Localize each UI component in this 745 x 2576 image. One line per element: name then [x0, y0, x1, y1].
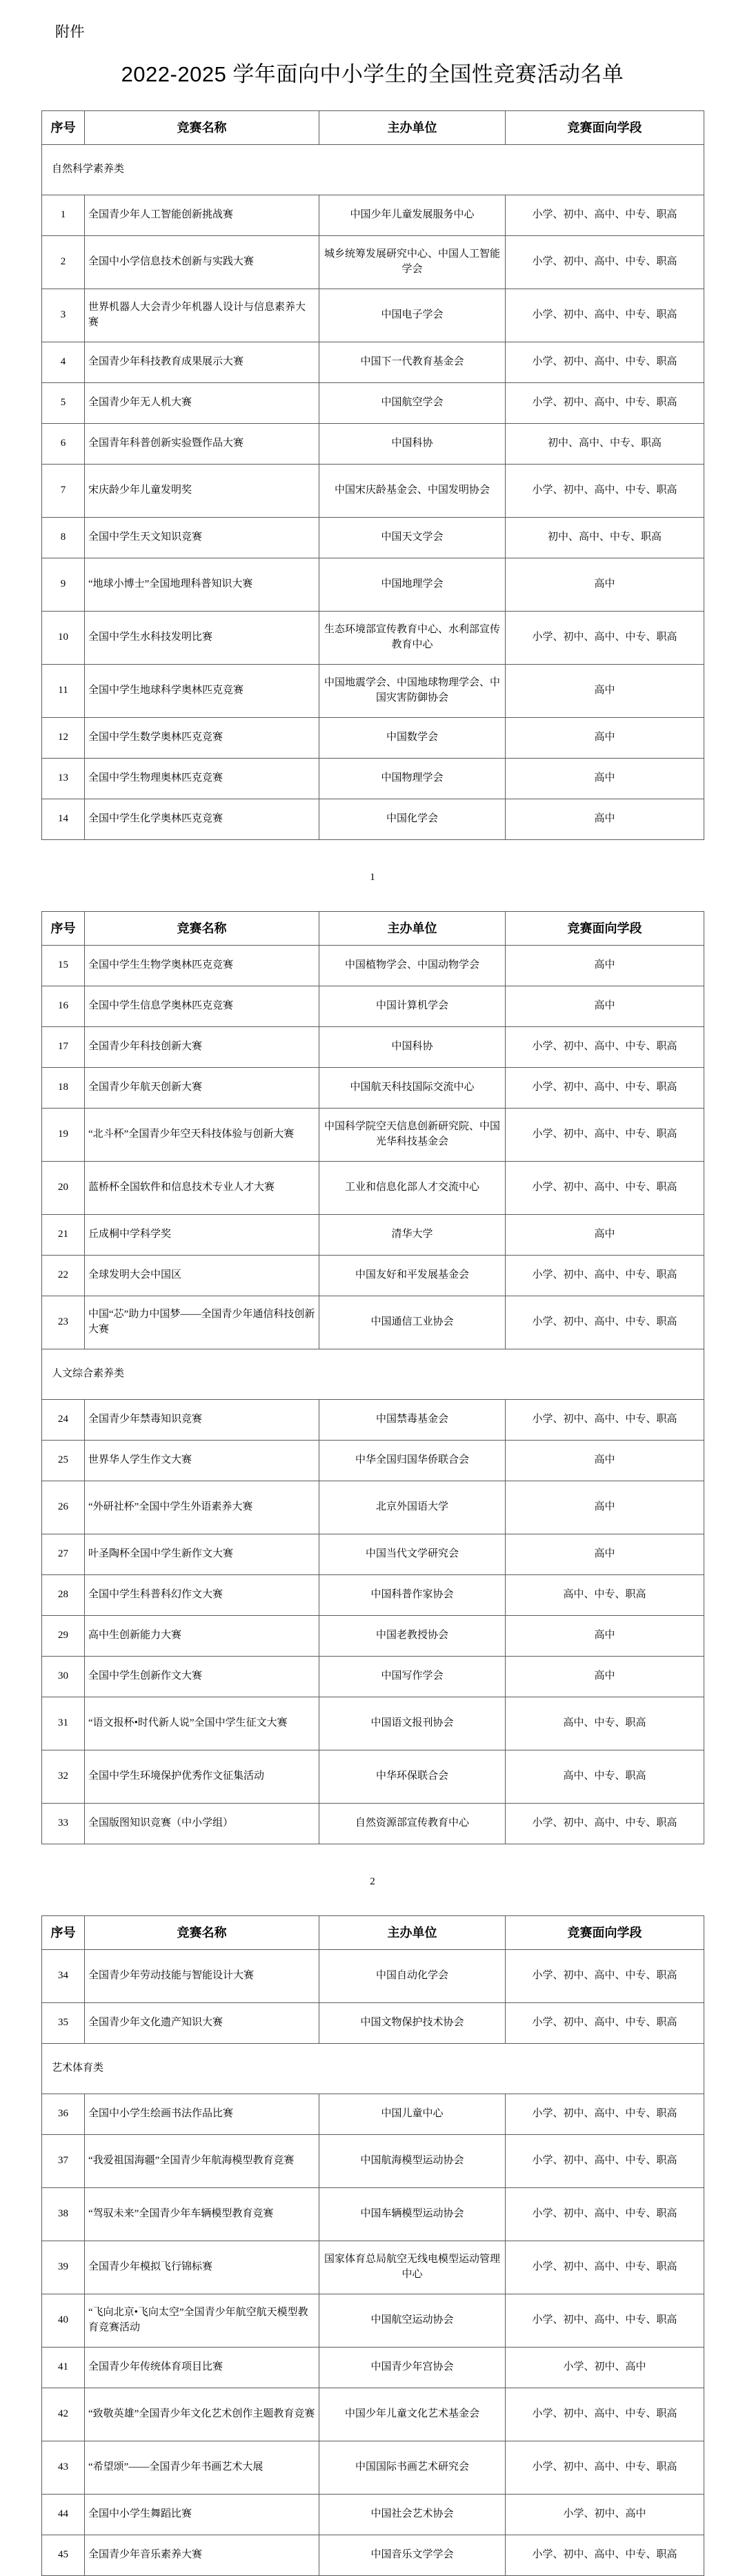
table-row [42, 611, 704, 664]
row-index: 19 [42, 1108, 85, 1161]
table-row [42, 1161, 704, 1214]
row-organizer: 中国下一代教育基金会 [319, 342, 506, 382]
table-row [42, 1296, 704, 1349]
row-index: 1 [42, 195, 85, 235]
row-index: 29 [42, 1615, 85, 1656]
category-label: 人文综合素养类 [42, 1349, 704, 1399]
row-stage: 高中 [506, 1481, 704, 1534]
row-stage: 小学、初中、高中、中专、职高 [506, 2241, 704, 2294]
row-stage: 小学、初中、高中、中专、职高 [506, 235, 704, 289]
row-organizer: 工业和信息化部人才交流中心 [319, 1161, 506, 1214]
table-row [42, 717, 704, 758]
row-name: 全球发明大会中国区 [85, 1255, 319, 1296]
column-header-index: 序号 [42, 911, 85, 945]
row-stage: 初中、高中、中专、职高 [506, 423, 704, 464]
row-name: 宋庆龄少年儿童发明奖 [85, 464, 319, 517]
row-index: 35 [42, 2002, 85, 2043]
row-stage: 小学、初中、高中 [506, 2347, 704, 2388]
row-name: 全国青少年劳动技能与智能设计大赛 [85, 1949, 319, 2002]
row-index: 14 [42, 799, 85, 839]
row-stage: 小学、初中、高中、中专、职高 [506, 2441, 704, 2494]
table-row [42, 1026, 704, 1067]
table-row [42, 1255, 704, 1296]
table-row [42, 2002, 704, 2043]
row-organizer: 中国地震学会、中国地球物理学会、中国灾害防御协会 [319, 664, 506, 717]
row-stage: 小学、初中、高中、中专、职高 [506, 1108, 704, 1161]
row-name: 全国中学生地球科学奥林匹克竞赛 [85, 664, 319, 717]
row-stage: 小学、初中、高中、中专、职高 [506, 2187, 704, 2241]
row-name: 全国中学生信息学奥林匹克竞赛 [85, 986, 319, 1026]
row-stage: 高中 [506, 717, 704, 758]
row-name: 全国青少年模拟飞行锦标赛 [85, 2241, 319, 2294]
row-stage: 小学、初中、高中、中专、职高 [506, 1067, 704, 1108]
row-name: 全国青少年人工智能创新挑战赛 [85, 195, 319, 235]
table-row [42, 2134, 704, 2187]
row-index: 25 [42, 1440, 85, 1481]
row-organizer: 中国科学院空天信息创新研究院、中国光华科技基金会 [319, 1108, 506, 1161]
row-stage: 小学、初中、高中 [506, 2494, 704, 2535]
table-row [42, 986, 704, 1026]
column-header-name: 竞赛名称 [85, 1915, 319, 1949]
row-index: 5 [42, 382, 85, 423]
row-index: 23 [42, 1296, 85, 1349]
row-name: “驾驭未来”全国青少年车辆模型教育竞赛 [85, 2187, 319, 2241]
row-organizer: 中国语文报刊协会 [319, 1697, 506, 1750]
row-index: 13 [42, 758, 85, 799]
row-name: 中国“芯”助力中国梦——全国青少年通信科技创新大赛 [85, 1296, 319, 1349]
table-header-row [42, 911, 704, 945]
row-name: “希望颂”——全国青少年书画艺术大展 [85, 2441, 319, 2494]
row-organizer: 中国化学会 [319, 799, 506, 839]
row-organizer: 中国科协 [319, 423, 506, 464]
row-organizer: 中国老教授协会 [319, 1615, 506, 1656]
row-index: 44 [42, 2494, 85, 2535]
column-header-name: 竞赛名称 [85, 911, 319, 945]
table-header-row [42, 110, 704, 144]
row-index: 36 [42, 2094, 85, 2134]
table-row [42, 758, 704, 799]
row-organizer: 中国地理学会 [319, 558, 506, 611]
table-row [42, 342, 704, 382]
row-organizer: 中国航海模型运动协会 [319, 2134, 506, 2187]
row-organizer: 中国车辆模型运动协会 [319, 2187, 506, 2241]
row-organizer: 中国禁毒基金会 [319, 1399, 506, 1440]
row-index: 39 [42, 2241, 85, 2294]
row-name: 全国青少年科技创新大赛 [85, 1026, 319, 1067]
row-index: 6 [42, 423, 85, 464]
row-index: 32 [42, 1750, 85, 1803]
row-name: 全国青少年传统体育项目比赛 [85, 2347, 319, 2388]
row-stage: 小学、初中、高中、中专、职高 [506, 1296, 704, 1349]
row-stage: 小学、初中、高中、中专、职高 [506, 1399, 704, 1440]
row-organizer: 中国青少年宫协会 [319, 2347, 506, 2388]
row-stage: 初中、高中、中专、职高 [506, 517, 704, 558]
column-header-organizer: 主办单位 [319, 911, 506, 945]
row-name: 全国青少年科技教育成果展示大赛 [85, 342, 319, 382]
row-index: 45 [42, 2535, 85, 2575]
row-organizer: 中国自动化学会 [319, 1949, 506, 2002]
row-stage: 小学、初中、高中、中专、职高 [506, 342, 704, 382]
row-stage: 高中 [506, 1615, 704, 1656]
row-organizer: 中国友好和平发展基金会 [319, 1255, 506, 1296]
table-row [42, 2494, 704, 2535]
table-row [42, 2094, 704, 2134]
row-name: 全国中学生科普科幻作文大赛 [85, 1574, 319, 1615]
row-name: 全国青年科普创新实验暨作品大赛 [85, 423, 319, 464]
row-index: 16 [42, 986, 85, 1026]
table-row [42, 799, 704, 839]
row-name: 全国中学生物理奥林匹克竞赛 [85, 758, 319, 799]
row-name: 全国青少年禁毒知识竞赛 [85, 1399, 319, 1440]
row-stage: 小学、初中、高中、中专、职高 [506, 2002, 704, 2043]
table-row [42, 664, 704, 717]
row-name: 全国青少年文化遗产知识大赛 [85, 2002, 319, 2043]
row-organizer: 中国写作学会 [319, 1656, 506, 1697]
table-row [42, 2187, 704, 2241]
row-organizer: 中国植物学会、中国动物学会 [319, 945, 506, 986]
row-stage: 小学、初中、高中、中专、职高 [506, 1161, 704, 1214]
row-stage: 高中 [506, 799, 704, 839]
row-name: 全国中小学信息技术创新与实践大赛 [85, 235, 319, 289]
column-header-name: 竞赛名称 [85, 110, 319, 144]
row-name: 全国中学生天文知识竞赛 [85, 517, 319, 558]
row-stage: 小学、初中、高中、中专、职高 [506, 2094, 704, 2134]
row-organizer: 中国当代文学研究会 [319, 1534, 506, 1574]
row-organizer: 中国少年儿童文化艺术基金会 [319, 2388, 506, 2441]
row-organizer: 中国航空运动协会 [319, 2294, 506, 2347]
row-name: “飞向北京•飞向太空”全国青少年航空航天模型教育竞赛活动 [85, 2294, 319, 2347]
row-index: 24 [42, 1399, 85, 1440]
row-index: 2 [42, 235, 85, 289]
row-organizer: 中国科普作家协会 [319, 1574, 506, 1615]
column-header-organizer: 主办单位 [319, 110, 506, 144]
page-3 [0, 1915, 745, 2576]
row-stage: 高中 [506, 558, 704, 611]
category-row-arts-sports [42, 2043, 704, 2094]
row-stage: 高中 [506, 1440, 704, 1481]
table-row [42, 1399, 704, 1440]
table-row [42, 1067, 704, 1108]
table-row [42, 945, 704, 986]
row-organizer: 清华大学 [319, 1214, 506, 1255]
row-name: “我爱祖国海疆”全国青少年航海模型教育竞赛 [85, 2134, 319, 2187]
table-row [42, 289, 704, 342]
table-row [42, 235, 704, 289]
competition-table-page-2 [41, 911, 704, 1844]
column-header-stage: 竞赛面向学段 [506, 110, 704, 144]
row-stage: 小学、初中、高中、中专、职高 [506, 1255, 704, 1296]
page-number-1: 1 [370, 871, 375, 883]
row-stage: 小学、初中、高中、中专、职高 [506, 382, 704, 423]
row-name: 世界机器人大会青少年机器人设计与信息素养大赛 [85, 289, 319, 342]
row-stage: 小学、初中、高中、中专、职高 [506, 2294, 704, 2347]
row-index: 43 [42, 2441, 85, 2494]
table-row [42, 1214, 704, 1255]
row-organizer: 国家体育总局航空无线电模型运动管理中心 [319, 2241, 506, 2294]
row-name: 全国中学生生物学奥林匹克竞赛 [85, 945, 319, 986]
row-stage: 高中、中专、职高 [506, 1750, 704, 1803]
row-stage: 小学、初中、高中、中专、职高 [506, 2134, 704, 2187]
table-row [42, 2241, 704, 2294]
row-index: 17 [42, 1026, 85, 1067]
row-organizer: 中国计算机学会 [319, 986, 506, 1026]
row-index: 21 [42, 1214, 85, 1255]
row-index: 37 [42, 2134, 85, 2187]
row-stage: 小学、初中、高中、中专、职高 [506, 2388, 704, 2441]
row-organizer: 中国宋庆龄基金会、中国发明协会 [319, 464, 506, 517]
row-name: 全国中小学生绘画书法作品比赛 [85, 2094, 319, 2134]
row-index: 26 [42, 1481, 85, 1534]
table-row [42, 1108, 704, 1161]
row-index: 28 [42, 1574, 85, 1615]
column-header-stage: 竞赛面向学段 [506, 911, 704, 945]
row-name: 全国中学生创新作文大赛 [85, 1656, 319, 1697]
competition-table-page-1 [41, 110, 704, 840]
row-organizer: 中国物理学会 [319, 758, 506, 799]
row-name: “致敬英雄”全国青少年文化艺术创作主题教育竞赛 [85, 2388, 319, 2441]
row-stage: 小学、初中、高中、中专、职高 [506, 1026, 704, 1067]
column-header-organizer: 主办单位 [319, 1915, 506, 1949]
row-index: 34 [42, 1949, 85, 2002]
row-name: 世界华人学生作文大赛 [85, 1440, 319, 1481]
row-index: 3 [42, 289, 85, 342]
page-2 [0, 911, 745, 1915]
row-stage: 小学、初中、高中、中专、职高 [506, 464, 704, 517]
table-row [42, 1481, 704, 1534]
table-row [42, 517, 704, 558]
table-row [42, 1949, 704, 2002]
page-title: 2022-2025 学年面向中小学生的全国性竞赛活动名单 [121, 62, 624, 87]
row-name: 全国中学生水科技发明比赛 [85, 611, 319, 664]
row-name: 全国中学生化学奥林匹克竞赛 [85, 799, 319, 839]
table-row [42, 1656, 704, 1697]
row-organizer: 中华环保联合会 [319, 1750, 506, 1803]
row-index: 20 [42, 1161, 85, 1214]
row-name: 全国青少年无人机大赛 [85, 382, 319, 423]
table-row [42, 1574, 704, 1615]
table-row [42, 558, 704, 611]
row-index: 27 [42, 1534, 85, 1574]
row-name: 全国中学生数学奥林匹克竞赛 [85, 717, 319, 758]
row-name: 丘成桐中学科学奖 [85, 1214, 319, 1255]
row-index: 4 [42, 342, 85, 382]
column-header-index: 序号 [42, 1915, 85, 1949]
category-label: 自然科学素养类 [42, 144, 704, 195]
category-row-humanities [42, 1349, 704, 1399]
table-row [42, 2347, 704, 2388]
column-header-stage: 竞赛面向学段 [506, 1915, 704, 1949]
row-index: 7 [42, 464, 85, 517]
row-index: 42 [42, 2388, 85, 2441]
row-index: 40 [42, 2294, 85, 2347]
table-row [42, 1750, 704, 1803]
row-name: “北斗杯”全国青少年空天科技体验与创新大赛 [85, 1108, 319, 1161]
row-index: 18 [42, 1067, 85, 1108]
row-name: “语文报杯•时代新人说”全国中学生征文大赛 [85, 1697, 319, 1750]
row-name: 高中生创新能力大赛 [85, 1615, 319, 1656]
row-index: 15 [42, 945, 85, 986]
row-organizer: 中国数学会 [319, 717, 506, 758]
row-organizer: 北京外国语大学 [319, 1481, 506, 1534]
competition-table-page-3 [41, 1915, 704, 2576]
category-row-natural-science [42, 144, 704, 195]
table-row [42, 1440, 704, 1481]
row-organizer: 中国社会艺术协会 [319, 2494, 506, 2535]
table-row [42, 2535, 704, 2575]
row-name: 蓝桥杯全国软件和信息技术专业人才大赛 [85, 1161, 319, 1214]
row-index: 11 [42, 664, 85, 717]
row-index: 41 [42, 2347, 85, 2388]
row-organizer: 中国天文学会 [319, 517, 506, 558]
row-organizer: 自然资源部宣传教育中心 [319, 1803, 506, 1844]
row-organizer: 中国文物保护技术协会 [319, 2002, 506, 2043]
row-organizer: 中国国际书画艺术研究会 [319, 2441, 506, 2494]
category-label: 艺术体育类 [42, 2043, 704, 2094]
table-row [42, 1534, 704, 1574]
row-index: 10 [42, 611, 85, 664]
table-row [42, 2294, 704, 2347]
row-stage: 高中、中专、职高 [506, 1574, 704, 1615]
row-stage: 高中 [506, 758, 704, 799]
row-index: 30 [42, 1656, 85, 1697]
row-name: 全国青少年航天创新大赛 [85, 1067, 319, 1108]
row-stage: 高中 [506, 1214, 704, 1255]
row-organizer: 中国科协 [319, 1026, 506, 1067]
row-organizer: 中国儿童中心 [319, 2094, 506, 2134]
row-organizer: 中国音乐文学学会 [319, 2535, 506, 2575]
row-stage: 小学、初中、高中、中专、职高 [506, 1803, 704, 1844]
row-organizer: 城乡统筹发展研究中心、中国人工智能学会 [319, 235, 506, 289]
row-name: “外研社杯”全国中学生外语素养大赛 [85, 1481, 319, 1534]
table-row [42, 195, 704, 235]
table-row [42, 2388, 704, 2441]
table-row [42, 382, 704, 423]
page-1 [0, 0, 745, 911]
row-organizer: 中华全国归国华侨联合会 [319, 1440, 506, 1481]
row-organizer: 中国电子学会 [319, 289, 506, 342]
row-organizer: 中国航空学会 [319, 382, 506, 423]
row-name: 全国青少年音乐素养大赛 [85, 2535, 319, 2575]
row-organizer: 生态环境部宣传教育中心、水利部宣传教育中心 [319, 611, 506, 664]
row-stage: 高中 [506, 1656, 704, 1697]
column-header-index: 序号 [42, 110, 85, 144]
row-index: 9 [42, 558, 85, 611]
table-row [42, 1697, 704, 1750]
row-index: 22 [42, 1255, 85, 1296]
row-name: 全国中小学生舞蹈比赛 [85, 2494, 319, 2535]
row-name: 全国中学生环境保护优秀作文征集活动 [85, 1750, 319, 1803]
row-stage: 小学、初中、高中、中专、职高 [506, 195, 704, 235]
row-index: 33 [42, 1803, 85, 1844]
row-organizer: 中国少年儿童发展服务中心 [319, 195, 506, 235]
row-stage: 高中 [506, 945, 704, 986]
page-number-2: 2 [370, 1875, 375, 1887]
row-stage: 小学、初中、高中、中专、职高 [506, 289, 704, 342]
row-organizer: 中国航天科技国际交流中心 [319, 1067, 506, 1108]
table-header-row [42, 1915, 704, 1949]
table-row [42, 1615, 704, 1656]
row-stage: 小学、初中、高中、中专、职高 [506, 611, 704, 664]
row-stage: 高中 [506, 664, 704, 717]
row-index: 12 [42, 717, 85, 758]
row-stage: 高中 [506, 986, 704, 1026]
row-stage: 小学、初中、高中、中专、职高 [506, 2535, 704, 2575]
table-row [42, 2441, 704, 2494]
row-stage: 高中 [506, 1534, 704, 1574]
row-name: 叶圣陶杯全国中学生新作文大赛 [85, 1534, 319, 1574]
row-index: 8 [42, 517, 85, 558]
row-name: 全国版图知识竞赛（中小学组） [85, 1803, 319, 1844]
row-stage: 高中、中专、职高 [506, 1697, 704, 1750]
row-index: 31 [42, 1697, 85, 1750]
table-row [42, 1803, 704, 1844]
row-organizer: 中国通信工业协会 [319, 1296, 506, 1349]
row-stage: 小学、初中、高中、中专、职高 [506, 1949, 704, 2002]
table-row [42, 464, 704, 517]
row-index: 38 [42, 2187, 85, 2241]
attachment-label: 附件 [55, 23, 85, 40]
row-name: “地球小博士”全国地理科普知识大赛 [85, 558, 319, 611]
table-row [42, 423, 704, 464]
